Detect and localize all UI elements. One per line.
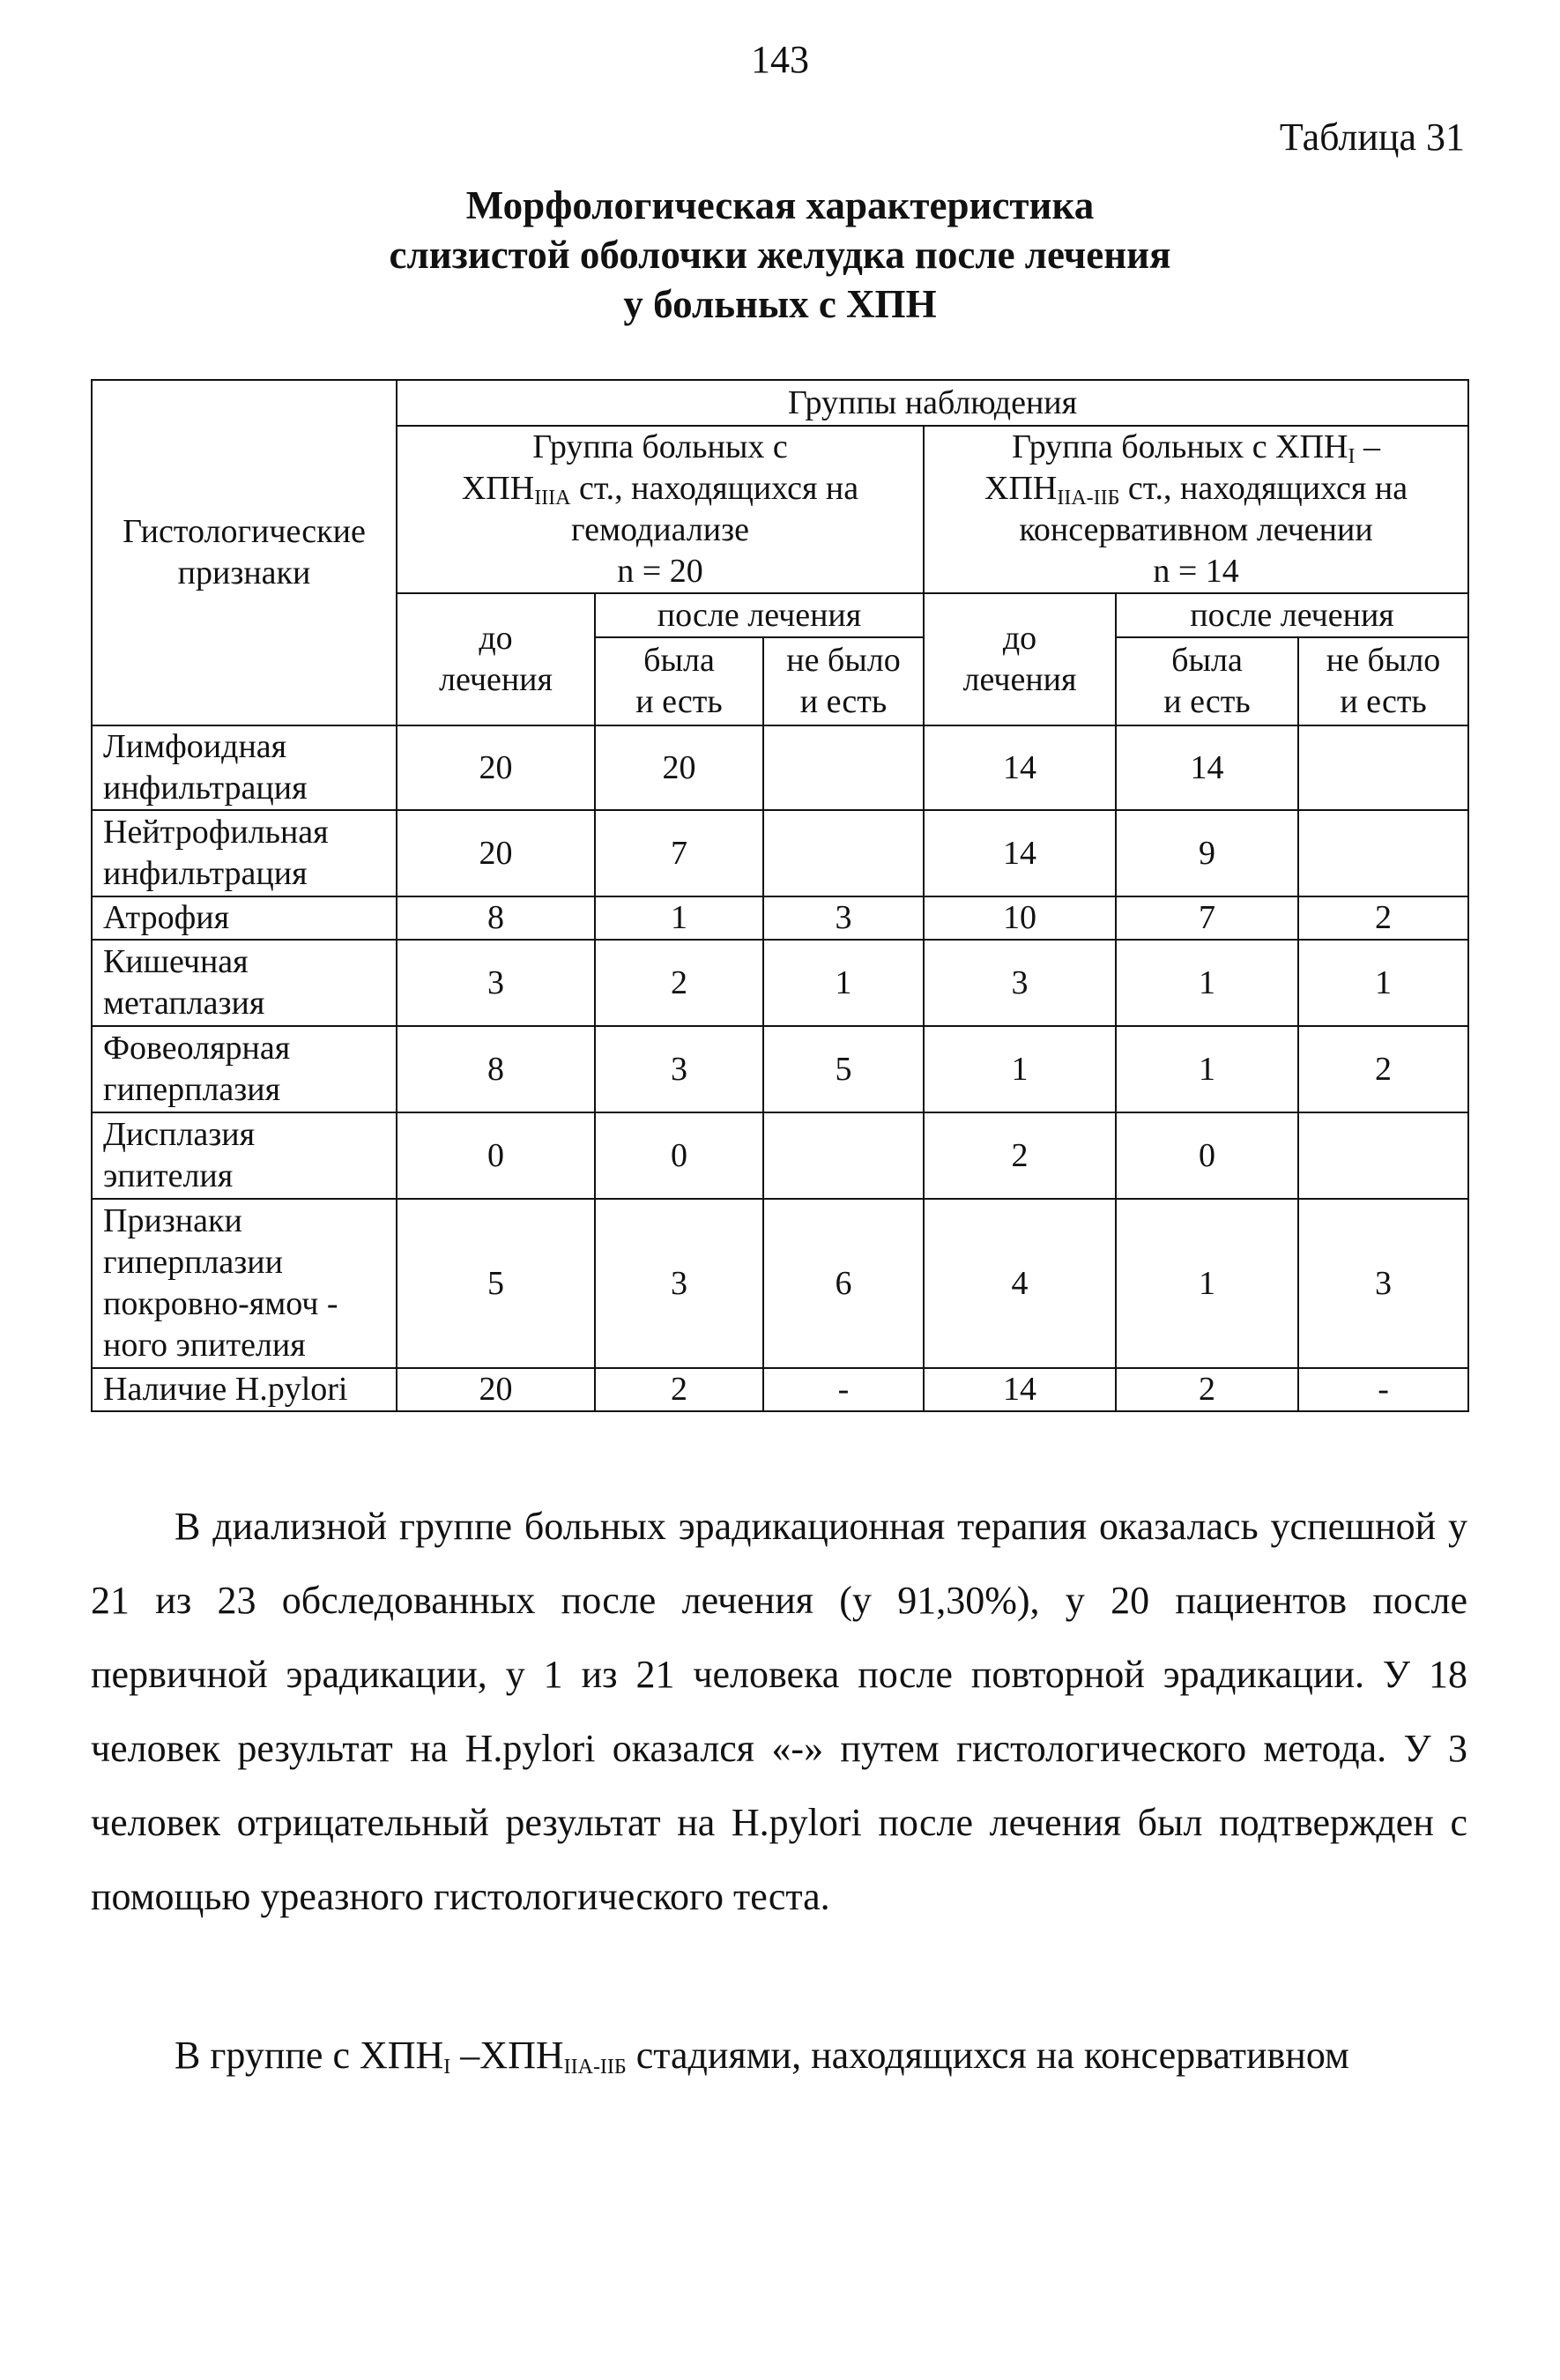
cell: 3	[924, 940, 1116, 1026]
before-treatment-header: до лечения	[924, 593, 1116, 725]
row-label: Фовеолярная гиперплазия	[92, 1026, 397, 1112]
title-line: у больных с ХПН	[623, 282, 937, 326]
cell: 1	[763, 940, 924, 1026]
cell: -	[1298, 1368, 1468, 1411]
group2-header: Группа больных с $ХПН_I$ – $ХПН_{IIА-IIБ}$ ст., находящихся на консервативном лечении n = 14	[924, 426, 1468, 593]
was-and-is-header: была и есть	[1116, 637, 1298, 725]
cell: 14	[924, 725, 1116, 810]
cell: 14	[924, 810, 1116, 896]
cell: 1	[595, 896, 763, 940]
cell: 7	[1116, 896, 1298, 940]
cell: 20	[397, 1368, 595, 1411]
cell: 9	[1116, 810, 1298, 896]
cell: 2	[595, 1368, 763, 1411]
was-and-is-header: была и есть	[595, 637, 763, 725]
cell: 1	[1116, 940, 1298, 1026]
morphology-table	[91, 379, 1469, 1412]
title-line: слизистой оболочки желудка после лечения	[389, 233, 1171, 277]
cell: 20	[595, 725, 763, 810]
cell: 3	[1298, 1199, 1468, 1368]
cell	[763, 1112, 924, 1199]
cell: 7	[595, 810, 763, 896]
after-treatment-header: после лечения	[595, 593, 924, 637]
cell: 2	[924, 1112, 1116, 1199]
cell: 4	[924, 1199, 1116, 1368]
after-treatment-header: после лечения	[1116, 593, 1468, 637]
cell: -	[763, 1368, 924, 1411]
cell: 0	[1116, 1112, 1298, 1199]
before-treatment-header: до лечения	[397, 593, 595, 725]
cell: 0	[595, 1112, 763, 1199]
cell: 3	[595, 1026, 763, 1112]
cell: 14	[1116, 725, 1298, 810]
table-row	[92, 896, 1468, 940]
cell: 2	[595, 940, 763, 1026]
row-label: Наличие H.pylori	[92, 1368, 397, 1411]
row-label: Дисплазия эпителия	[92, 1112, 397, 1199]
cell: 3	[595, 1199, 763, 1368]
table-label: Таблица 31	[1279, 115, 1465, 159]
cell: 20	[397, 810, 595, 896]
cell: 5	[763, 1026, 924, 1112]
cell: 5	[397, 1199, 595, 1368]
group1-header: Группа больных с $ХПН_{IIIА}$ ст., находящихся на гемодиализе n = 20	[397, 426, 924, 593]
cell: 6	[763, 1199, 924, 1368]
table-row	[92, 810, 1468, 896]
cell	[763, 810, 924, 896]
cell: 1	[1116, 1026, 1298, 1112]
cell	[1298, 725, 1468, 810]
cell: 10	[924, 896, 1116, 940]
corner-header: Гистологические признаки	[92, 380, 397, 725]
table-title	[0, 181, 1560, 329]
cell	[763, 725, 924, 810]
row-label: Атрофия	[92, 896, 397, 940]
cell: 20	[397, 725, 595, 810]
table-row	[92, 1199, 1468, 1368]
cell: 1	[1298, 940, 1468, 1026]
cell: 2	[1116, 1368, 1298, 1411]
table-row	[92, 1112, 1468, 1199]
table-row	[92, 725, 1468, 810]
cell: 2	[1298, 1026, 1468, 1112]
cell: 2	[1298, 896, 1468, 940]
cell	[1298, 1112, 1468, 1199]
cell: 0	[397, 1112, 595, 1199]
cell: 1	[924, 1026, 1116, 1112]
cell: 14	[924, 1368, 1116, 1411]
page-number: 143	[751, 38, 809, 81]
groups-header: Группы наблюдения	[397, 380, 1468, 426]
row-label: Лимфоидная инфильтрация	[92, 725, 397, 810]
cell: 3	[397, 940, 595, 1026]
row-label: Нейтрофильная инфильтрация	[92, 810, 397, 896]
cell	[1298, 810, 1468, 896]
cell: 3	[763, 896, 924, 940]
row-label: Признаки гиперплазии покровно-ямоч - ного эпителия	[92, 1199, 397, 1368]
body-paragraph: В диализной группе больных эрадикационная терапия оказалась успешной у 21 из 23 обследованных после лечения (у 91,30%), у 20 пациентов после первичной эрадикации, у 1 из 21 человека после повторной эрадикации. У 18 человек результат на H.pylori оказался «-» путем гистологического метода. У 3 человек отрицательный результат на H.pylori после лечения был подтвержден с помощью уреазного гистологического теста.	[91, 1505, 1467, 1918]
cell: 8	[397, 1026, 595, 1112]
cell: 1	[1116, 1199, 1298, 1368]
was-not-and-is-header: не было и есть	[1298, 637, 1468, 725]
was-not-and-is-header: не было и есть	[763, 637, 924, 725]
table-row	[92, 1368, 1468, 1411]
table-row	[92, 940, 1468, 1026]
row-label: Кишечная метаплазия	[92, 940, 397, 1026]
table-row	[92, 1026, 1468, 1112]
body-paragraph: В группе с $ХПН_I$ $-ХПН_{IIА-IIБ}$ стадиями, находящихся на консервативном	[175, 2034, 1349, 2079]
title-line: Морфологическая характеристика	[465, 183, 1095, 227]
cell: 8	[397, 896, 595, 940]
